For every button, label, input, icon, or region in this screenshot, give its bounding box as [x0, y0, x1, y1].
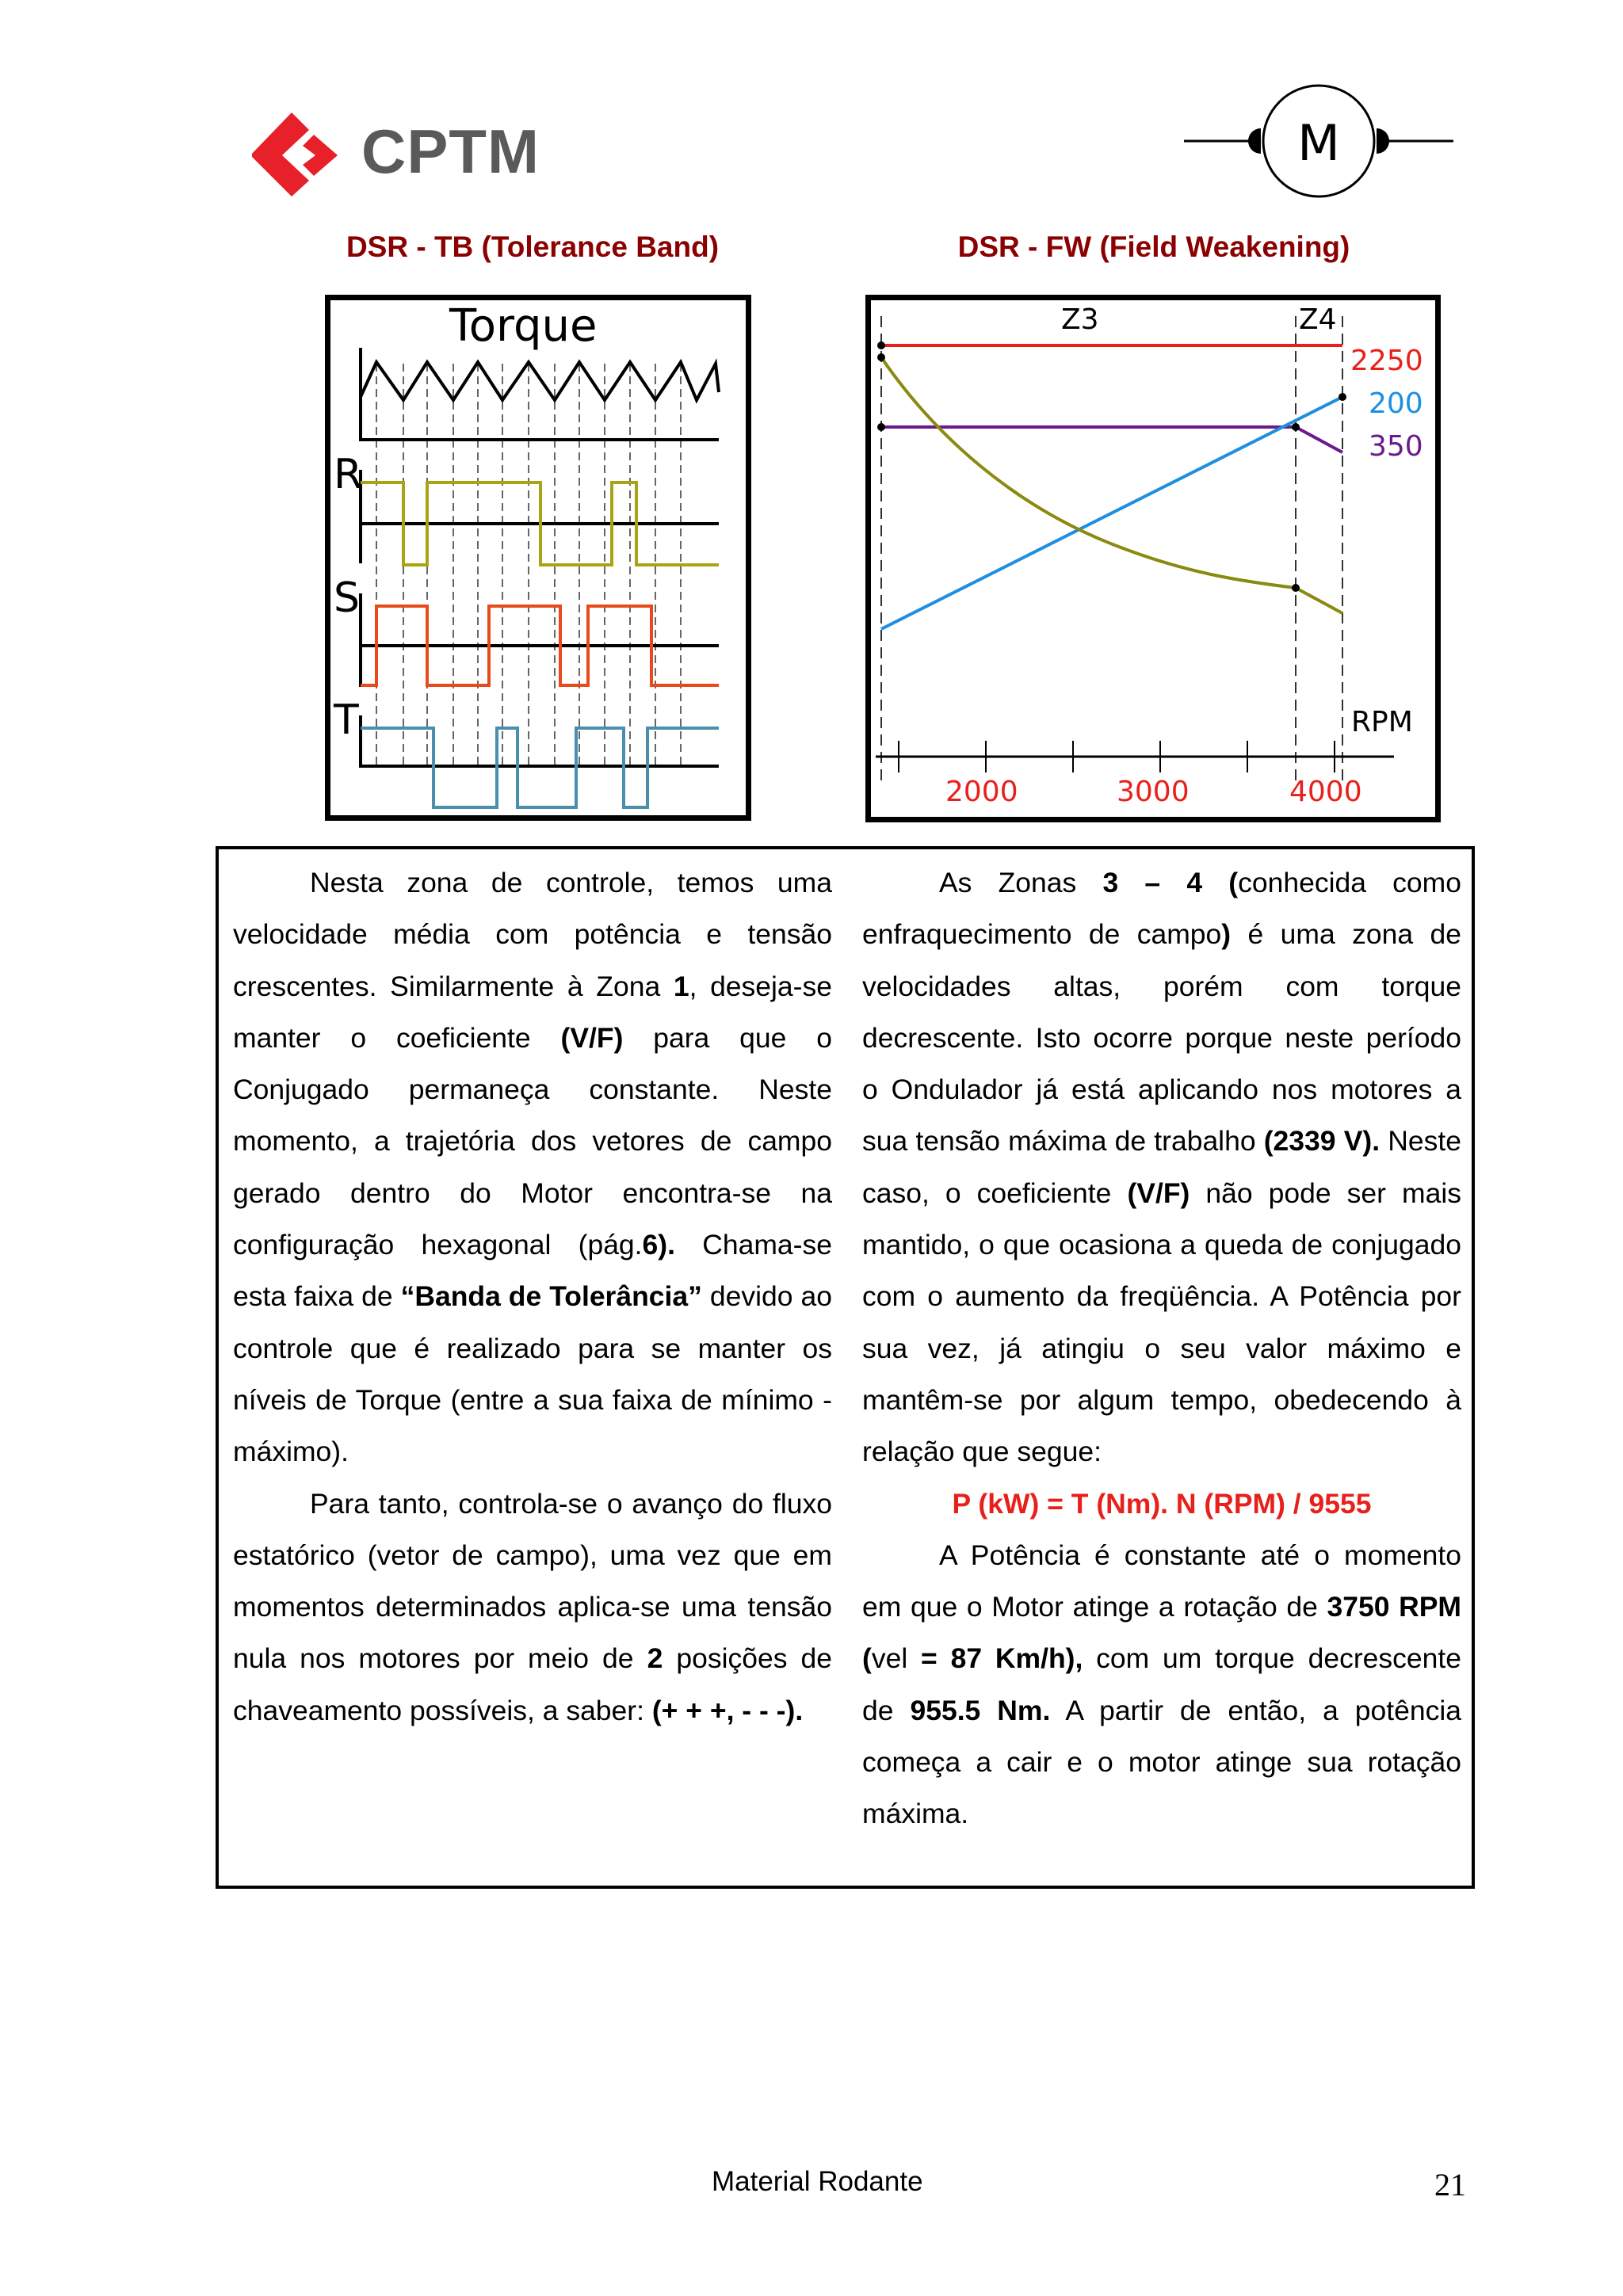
text-run: é uma zona de velocidades altas, porém com torque decrescente. Isto ocorre porque neste período o Ondulador já está aplicando nos motores a sua tensão máxima de trabalho [862, 918, 1461, 1158]
field-weakening-diagram [871, 300, 1435, 817]
text-run: A partir de então, a potência começa a cair e o motor atinge sua rotação máxima. [862, 1694, 1462, 1830]
text-run: (2339 V). [1263, 1125, 1381, 1158]
text-run: 1 [673, 970, 689, 1002]
axis-label-rpm: RPM [1351, 706, 1413, 738]
text-run: As Zonas [939, 867, 1103, 898]
phase-label-r: R [334, 451, 363, 498]
motor-letter: M [1297, 114, 1340, 172]
left-paragraph-1 [233, 857, 832, 1478]
tick-2000: 2000 [945, 776, 1018, 808]
legend-200: 200 [1369, 387, 1423, 420]
page-number: 21 [1434, 2167, 1466, 2203]
phase-label-t: T [334, 696, 359, 744]
text-run: , deseja-se manter o coeficiente [233, 970, 832, 1054]
left-paragraph-2 [233, 1478, 832, 1737]
phase-label-s: S [334, 574, 361, 622]
text-run: 2 [647, 1642, 663, 1675]
text-run: Nesta zona de controle, temos uma velocidade média com potência e tensão crescentes. Similarmente à Zona [233, 867, 832, 1002]
caption-left: DSR - TB (Tolerance Band) [346, 231, 720, 263]
right-paragraph-1 [862, 857, 1461, 1478]
text-run: 3 – 4 ( [1102, 867, 1239, 898]
tolerance-band-figure [325, 295, 751, 821]
torque-title: Torque [449, 300, 598, 352]
text-run: 6). [642, 1229, 675, 1261]
text-run: Neste caso, o coeficiente [862, 1125, 1461, 1209]
tick-3000: 3000 [1117, 776, 1190, 808]
legend-2250: 2250 [1350, 345, 1423, 377]
zone-label-z3: Z3 [1061, 303, 1099, 336]
text-run: não pode ser mais mantido, o que ocasiona a queda de conjugado com o aumento da freqüência. A Potência por sua vez, já atingiu o seu valor máximo e mantêm-se por algum tempo, obedecendo à relação que segue: [862, 1177, 1461, 1468]
footer-title: Material Rodante [712, 2166, 923, 2197]
text-run: = 87 Km/h), [921, 1642, 1083, 1675]
left-column [233, 857, 832, 1737]
text-run: ) [1221, 918, 1232, 951]
text-run: conhecida como enfraquecimento de campo [862, 867, 1461, 951]
text-run: Para tanto, controla-se o avanço do fluxo estatórico (vetor de campo), uma vez que em momentos determinados aplica-se uma tensão nula nos motores por meio de [233, 1487, 832, 1675]
text-run: 3750 RPM ( [862, 1591, 1461, 1675]
text-run: (V/F) [1127, 1177, 1190, 1209]
tick-4000: 4000 [1289, 776, 1362, 808]
legend-350: 350 [1369, 430, 1423, 463]
text-run: com um torque decrescente de [862, 1642, 1461, 1726]
text-run: Chama-se esta faixa de [233, 1229, 832, 1313]
tolerance-band-diagram [330, 300, 746, 815]
text-run: para que o Conjugado permaneça constante. Neste momento, a trajetória dos vetores de campo gerado dentro do Motor encontra-se na configuração hexagonal (pág. [233, 1021, 832, 1261]
text-run: devido ao controle que é realizado para se manter os níveis de Torque (entre a sua faixa de mínimo - máximo). [233, 1280, 832, 1468]
motor-symbol [1184, 84, 1453, 203]
logo-text: CPTM [361, 116, 540, 186]
text-run: (V/F) [560, 1021, 624, 1054]
right-paragraph-2 [862, 1530, 1461, 1840]
text-run: 955.5 Nm. [910, 1694, 1051, 1726]
caption-right: DSR - FW (Field Weakening) [957, 231, 1350, 263]
cptm-logo-mark [252, 111, 347, 198]
power-formula: P (kW) = T (Nm). N (RPM) / 9555 [952, 1487, 1372, 1520]
text-table [216, 846, 1475, 1889]
text-run: vel [871, 1642, 922, 1675]
text-run: “Banda de Tolerância” [400, 1280, 702, 1313]
field-weakening-figure [865, 295, 1441, 822]
text-run: posições de chaveamento possíveis, a saber: [233, 1642, 833, 1726]
text-run: A Potência é constante até o momento em que o Motor atinge a rotação de [862, 1539, 1461, 1623]
text-run: (+ + +, - - -). [651, 1694, 804, 1726]
right-column [862, 857, 1461, 1840]
cptm-logo [252, 111, 553, 198]
zone-label-z4: Z4 [1299, 303, 1337, 336]
